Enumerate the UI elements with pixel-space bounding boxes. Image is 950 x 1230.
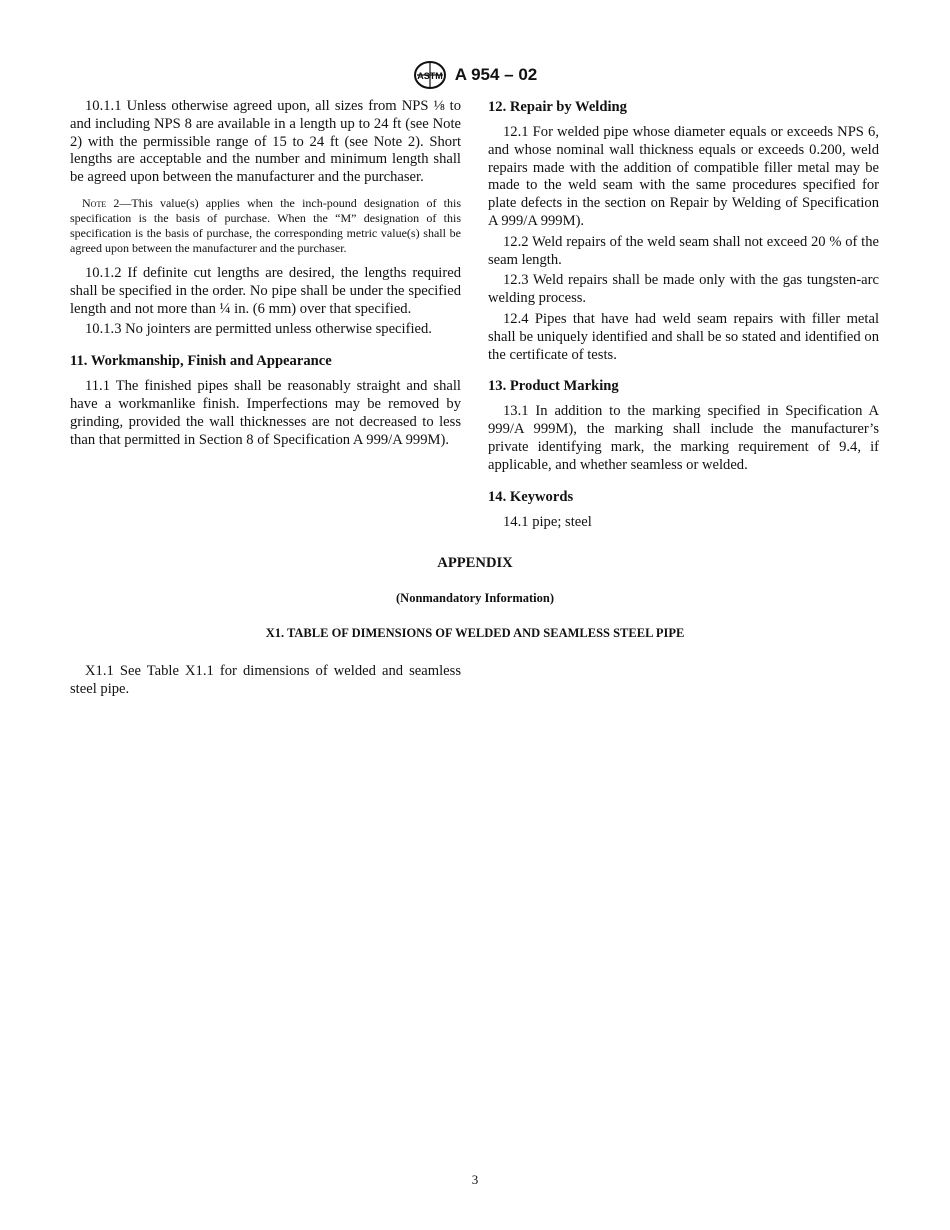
- page-number: 3: [471, 1172, 479, 1187]
- page-header: [0, 60, 950, 90]
- left-column: [70, 98, 461, 452]
- note-text: 2—This value(s) applies when the inch-pound designation of this specification is the basis of purchase. When the “M” designation of this specification is the basis of purchase, the corresponding metric value(s) shall be agreed upon between the manufacturer and the purchaser.: [70, 195, 461, 255]
- appendix-subtitle: (Nonmandatory Information): [396, 591, 554, 605]
- para-10-1-1: 10.1.1 Unless otherwise agreed upon, all sizes from NPS ⅛ to and including NPS 8 are available in a length up to 24 ft (see Note 2) with the permissible range of 15 to 24 ft (see Note 2). Short lengths are acceptable and the number and minimum length shall be agreed upon between the manufacturer and the purchaser.: [70, 98, 461, 186]
- para-13-1: 13.1 In addition to the marking specified in Specification A 999/A 999M), the marking shall include the manufacturer’s private identifying mark, the marking requirement of 9.4, if applicable, and whether seamless or welded.: [488, 403, 879, 473]
- para-12-4: 12.4 Pipes that have had weld seam repairs with filler metal shall be uniquely identified and shall be so stated and identified on the certificate of tests.: [488, 310, 879, 363]
- logo-text: ASTM: [416, 71, 443, 81]
- para-x1-1: X1.1 See Table X1.1 for dimensions of welded and seamless steel pipe.: [70, 663, 461, 697]
- appendix-title: APPENDIX: [437, 555, 513, 571]
- para-10-1-3: 10.1.3 No jointers are permitted unless otherwise specified.: [85, 321, 432, 338]
- document-designation: A 954 – 02: [454, 65, 538, 84]
- note-2: [70, 196, 461, 256]
- para-14-1: 14.1 pipe; steel: [503, 513, 592, 530]
- para-11-1: 11.1 The finished pipes shall be reasonably straight and shall have a workmanlike finish. Imperfections may be removed by grinding, provided the wall thicknesses are not decreased to less than that permitted in Section 8 of Specification A 999/A 999M).: [70, 378, 461, 448]
- para-12-2: 12.2 Weld repairs of the weld seam shall not exceed 20 % of the seam length.: [488, 233, 879, 268]
- note-label: Note: [82, 195, 107, 210]
- right-column: [488, 98, 879, 534]
- para-10-1-2: 10.1.2 If definite cut lengths are desired, the lengths required shall be specified in the order. No pipe shall be under the specified length and not more than ¼ in. (6 mm) over that specified.: [70, 264, 461, 317]
- section-heading-13: 13. Product Marking: [488, 378, 619, 395]
- para-12-3: 12.3 Weld repairs shall be made only with the gas tungsten-arc welding process.: [488, 272, 879, 307]
- section-heading-12: 12. Repair by Welding: [488, 99, 627, 115]
- section-heading-11: 11. Workmanship, Finish and Appearance: [70, 353, 332, 370]
- para-12-1: 12.1 For welded pipe whose diameter equals or exceeds NPS 6, and whose nominal wall thickness equals or exceeds 0.200, weld repairs made with the addition of compatible filler metal may be made to the weld seam with the same procedures specified for plate defects in the section on Repair by Welding of Specification A 999/A 999M).: [488, 124, 879, 229]
- section-heading-14: 14. Keywords: [488, 488, 574, 505]
- astm-logo-icon: [413, 60, 447, 90]
- appendix-x1-heading: X1. TABLE OF DIMENSIONS OF WELDED AND SEAMLESS STEEL PIPE: [265, 626, 685, 640]
